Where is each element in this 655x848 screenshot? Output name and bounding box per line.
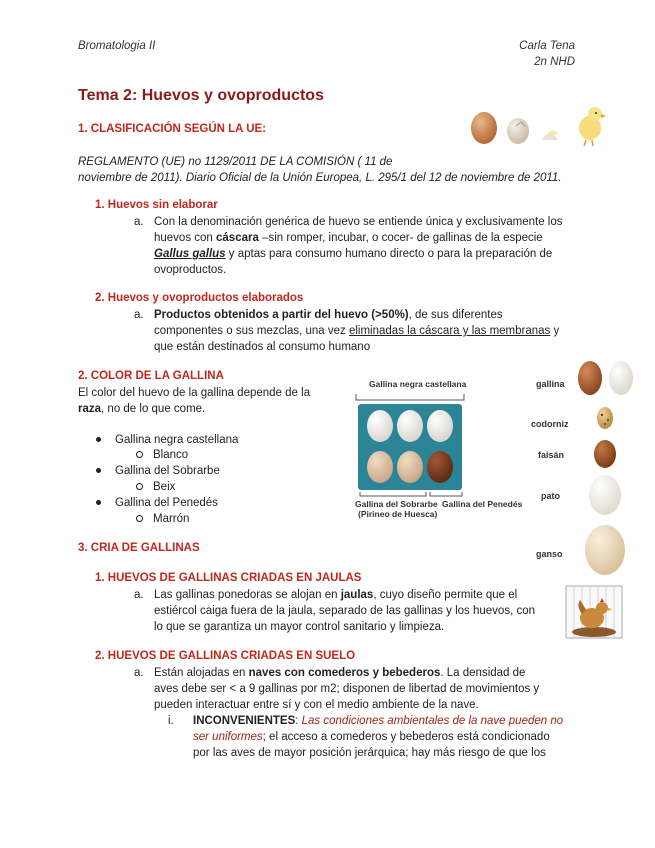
breed-item [96, 432, 238, 448]
egg-label-ganso: ganso [536, 549, 563, 559]
text-span: : [295, 715, 302, 727]
section-3-heading: 3. CRIA DE GALLINAS [78, 542, 200, 554]
bold-inconvenientes: INCONVENIENTES [193, 715, 296, 727]
header-left: Bromatologia II [78, 40, 156, 52]
s1-item1-line1: Con la denominación genérica de huevo se entiende única y exclusivamente los [154, 216, 563, 228]
egg-tray-figure [350, 390, 470, 498]
text-span: y [550, 325, 560, 337]
eggs-chick-image [462, 100, 612, 148]
text-span: –sin romper, incubar, o cocer- de gallinas de la especie [258, 232, 543, 244]
bold-raza: raza [78, 403, 102, 415]
s3-item2-i-line2 [193, 729, 550, 745]
section-1-heading: 1. CLASIFICACIÓN SEGÚN LA UE: [78, 123, 267, 135]
text-span: componentes o sus mezclas, una vez [154, 325, 349, 337]
egg-types-image [572, 358, 642, 578]
s1-item1-marker: a. [134, 216, 144, 228]
breed-color: Blanco [153, 449, 189, 461]
s3-item2-line2: aves debe ser < a 9 gallinas por m2; disponen de libertad de movimientos y [154, 683, 540, 695]
egg-label-faisan: faisán [538, 450, 565, 460]
underlined-phrase: eliminadas la cáscara y las membranas [348, 325, 551, 337]
s3-item1-title: 1. HUEVOS DE GALLINAS CRIADAS EN JAULAS [95, 572, 362, 584]
breed-color-item [136, 511, 189, 527]
figure-caption-sobrarbe: Gallina del Sobrarbe [355, 499, 438, 509]
italic-red-text: ser uniformes [193, 731, 263, 743]
circle-bullet-icon [136, 483, 143, 490]
bold-naves: naves con comederos y bebederos [248, 667, 441, 679]
s1-item2-title: 2. Huevos y ovoproductos elaborados [95, 292, 304, 304]
s3-item2-i-marker: i. [168, 715, 174, 727]
breed-name: Gallina del Penedés [115, 497, 218, 509]
s1-item2-line3: que están destinados al consumo humano [154, 341, 371, 353]
s2-line2 [78, 401, 205, 417]
page-title: Tema 2: Huevos y ovoproductos [78, 87, 324, 104]
circle-bullet-icon [136, 515, 143, 522]
italic-red-text: Las condiciones ambientales de la nave pueden no [301, 715, 564, 727]
regulation-line-2: noviembre de 2011). Diario Oficial de la Unión Europea, L. 295/1 del 12 de noviembre de 2011. [78, 172, 562, 184]
breed-color: Beix [153, 481, 176, 493]
bullet-icon [96, 437, 101, 442]
text-span: ; el acceso a comederos y bebederos está condicionado [262, 731, 550, 743]
figure-caption-huesca: (Pirineo de Huesca) [358, 509, 438, 519]
text-span: Las gallinas ponedoras se alojan en [154, 589, 341, 601]
breed-color: Marrón [153, 513, 190, 525]
breed-color-item [136, 447, 188, 463]
s1-item2-line2 [154, 323, 559, 339]
egg-label-gallina: gallina [536, 379, 565, 389]
bold-cascara: cáscara [216, 232, 259, 244]
section-2-heading: 2. COLOR DE LA GALLINA [78, 370, 224, 382]
text-span: , cuyo diseño permite que el [373, 589, 518, 601]
header-right-course: 2n NHD [534, 56, 575, 68]
figure-caption-penedes: Gallina del Penedés [442, 499, 523, 509]
species-name: Gallus gallus [154, 248, 226, 260]
s1-item1-line3 [154, 246, 552, 262]
s1-item2-marker: a. [134, 309, 144, 321]
breed-item [96, 463, 220, 479]
s3-item2-i-line1 [193, 713, 563, 729]
bullet-icon [96, 500, 101, 505]
text-span: huevos con [154, 232, 217, 244]
s3-item2-line1 [154, 665, 525, 681]
bold-jaulas: jaulas [340, 589, 374, 601]
header-right-name: Carla Tena [519, 40, 575, 52]
text-span: , de sus diferentes [408, 309, 503, 321]
text-span: Están alojadas en [154, 667, 249, 679]
s3-item2-i-line3: por las aves de mayor posición jerárquica; hay más riesgo de que los [193, 747, 546, 759]
s1-item1-title: 1. Huevos sin elaborar [95, 199, 218, 211]
egg-label-codorniz: codorniz [531, 419, 569, 429]
s3-item2-marker: a. [134, 667, 144, 679]
regulation-line-1: REGLAMENTO (UE) no 1129/2011 DE LA COMISIÓN ( 11 de [78, 156, 393, 168]
bold-productos: Productos obtenidos a partir del huevo (>50%) [154, 309, 409, 321]
breed-item [96, 495, 218, 511]
s3-item2-title: 2. HUEVOS DE GALLINAS CRIADAS EN SUELO [95, 650, 356, 662]
text-span: . La densidad de [440, 667, 526, 679]
egg-label-pato: pato [541, 491, 560, 501]
bullet-icon [96, 468, 101, 473]
figure-top-caption: Gallina negra castellana [369, 379, 467, 389]
s3-item1-line1 [154, 587, 517, 603]
text-span: , no de lo que come. [101, 403, 206, 415]
breed-name: Gallina negra castellana [115, 434, 239, 446]
s3-item1-line2: estiércol caiga fuera de la jaula, separado de las gallinas y los huevos, con [154, 605, 536, 617]
caged-hen-image [562, 582, 626, 642]
s1-item1-line2 [154, 230, 543, 246]
s1-item1-line4: ovoproductos. [154, 264, 227, 276]
s1-item2-line1 [154, 307, 503, 323]
breed-name: Gallina del Sobrarbe [115, 465, 220, 477]
s3-item1-marker: a. [134, 589, 144, 601]
s2-line1: El color del huevo de la gallina depende de la [78, 387, 311, 399]
s3-item2-line3: pueden interactuar entre sí y con el medio ambiente de la nave. [154, 699, 479, 711]
text-span: y aptas para consumo humano directo o para la preparación de [225, 248, 553, 260]
s3-item1-line3: lo que se garantiza un mayor control sanitario y limpieza. [154, 621, 445, 633]
circle-bullet-icon [136, 451, 143, 458]
breed-color-item [136, 479, 175, 495]
